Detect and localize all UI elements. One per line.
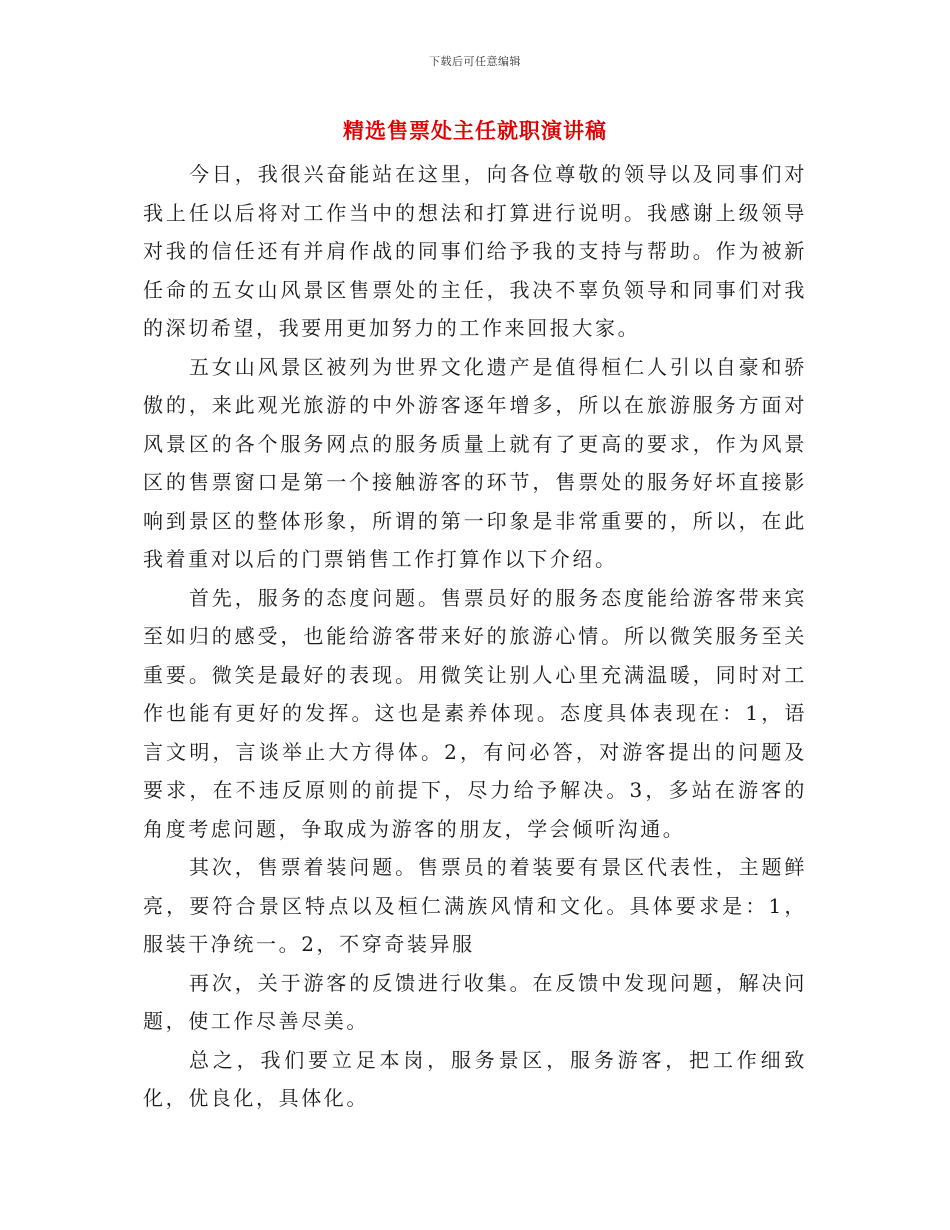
header-note: 下载后可任意编辑	[429, 55, 521, 68]
paragraph-feedback: 再次，关于游客的反馈进行收集。在反馈中发现问题，解决问题，使工作尽善尽美。	[143, 970, 807, 1033]
paragraph-intro: 今日，我很兴奋能站在这里，向各位尊敬的领导以及同事们对我上任以后将对工作当中的想法和打算进行说明。我感谢上级领导对我的信任还有并肩作战的同事们给予我的支持与帮助。作为被新任命的五女山风景区售票处的主任，我决不辜负领导和同事们对我的深切希望，我要用更加努力的工作来回报大家。	[143, 162, 807, 340]
paragraph-scenic-area: 五女山风景区被列为世界文化遗产是值得桓仁人引以自豪和骄傲的，来此观光旅游的中外游客逐年增多，所以在旅游服务方面对风景区的各个服务网点的服务质量上就有了更高的要求，作为风景区的售票窗口是第一个接触游客的环节，售票处的服务好坏直接影响到景区的整体形象，所谓的第一印象是非常重要的，所以，在此我着重对以后的门票销售工作打算作以下介绍。	[143, 354, 807, 571]
paragraph-dress-code: 其次，售票着装问题。售票员的着装要有景区代表性，主题鲜亮，要符合景区特点以及桓仁满族风情和文化。具体要求是：1，服装干净统一。2，不穿奇装异服	[143, 855, 807, 956]
document-title: 精选售票处主任就职演讲稿	[343, 118, 607, 143]
paragraph-conclusion: 总之，我们要立足本岗，服务景区，服务游客，把工作细致化，优良化，具体化。	[143, 1047, 807, 1110]
document-body	[143, 155, 807, 1118]
paragraph-service-attitude: 首先，服务的态度问题。售票员好的服务态度能给游客带来宾至如归的感受，也能给游客带来好的旅游心情。所以微笑服务至关重要。微笑是最好的表现。用微笑让别人心里充满温暖，同时对工作也能有更好的发挥。这也是素养体现。态度具体表现在：1，语言文明，言谈举止大方得体。2，有问必答，对游客提出的问题及要求，在不违反原则的前提下，尽力给予解决。3，多站在游客的角度考虑问题，争取成为游客的朋友，学会倾听沟通。	[143, 585, 807, 841]
